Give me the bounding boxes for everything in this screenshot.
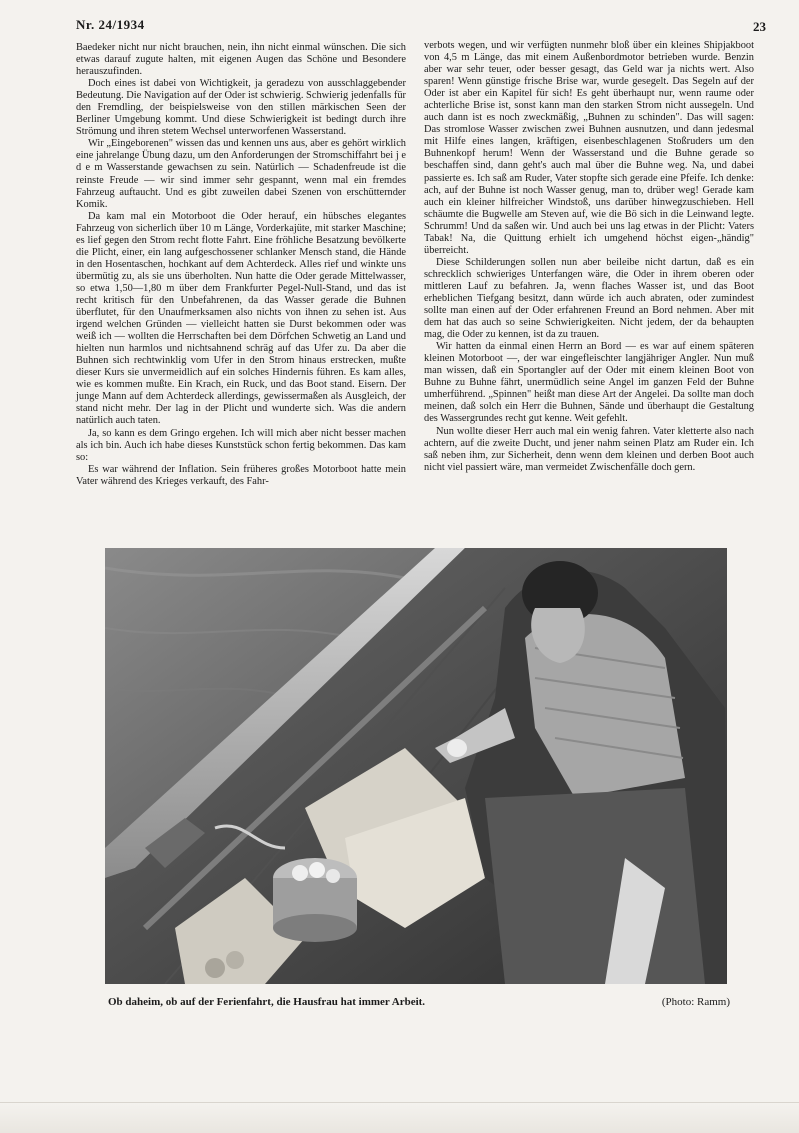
page-number: 23 <box>753 19 766 34</box>
paragraph: Wir „Eingeborenen" wissen das und kennen uns aus, aber es gehört wirklich eine jahrelange Übung dazu, um den Anforderungen der Stromschiffahrt bei j e d e m Wasserstande gewachsen zu sein. Natürlich — Schadenfreude ist die reinste Freude — wir sind immer sehr gespannt, wenn mal ein fremdes Fahrzeug auftaucht. Und es gibt zuweilen dabei Szenen von erschütternder Komik. <box>76 138 406 210</box>
issue-number: Nr. 24/1934 <box>76 17 145 32</box>
paragraph: verbots wegen, und wir verfügten nunmehr bloß über ein kleines Shipjakboot von 4,5 m Länge, das mit einem Außenbordmotor betrieben wurde. Benzin aber war sehr teuer, oder besser gesagt, das Geld war ja nichts wert. Also sparen! Wenn günstige frische Brise war, wurde gesegelt. Das Segeln auf der Oder ist aber ein Kapitel für sich! Es geht überhaupt nur, wenn raume oder achterliche Brise ist, sonst kann man den starken Strom nicht aussegeln. Und auch dann ist es noch zweckmäßig, „Buhnen zu schinden". Das will sagen: Das stromlose Wasser zwischen zwei Buhnen ausnutzen, und dann jedesmal mit Hilfe eines langen, kräftigen, eisenbeschlagenen Stoßruders um den Buhnenkopf herum! Wenn der Wasserstand und die Buhne gerade so beschaffen sind, dann geht's auch mal über die Buhne weg. Na, und dabei passierte es. Ich saß am Ruder, Vater stopfte sich gerade eine Pfeife. Ich denke: ach, auf der Buhne ist noch Wasser genug, man to, drüber weg! Gerade kam auch ein kleiner hilfreicher Windstoß, uns darüber hinwegzuschieben. Hell schäumte die Bugwelle am Steven auf, wie die Bö sich in die Leinwand legte. Schrumm! Und da saßen wir. Und auch bei uns lag etwas in der Plicht: Vaters Tabak! Na, die Quittung erhielt ich umgehend höchst eigen-„händig" überreicht. <box>424 40 754 256</box>
paragraph: Da kam mal ein Motorboot die Oder herauf, ein hübsches elegantes Fahrzeug von sicherlich über 10 m Länge, Vorderkajüte, mit starker Maschine; es lief gegen den Strom recht flotte Fahrt. Eine fröhliche Besatzung bevölkerte die Plicht, einer, ein lang aufgeschossener schlanker Mensch stand, die Hände in den Hosentaschen, hochkant auf dem Achterdeck. Alles rief und winkte uns übermütig zu, als sie uns überholten. Nun hatte die Oder gerade Mittelwasser, so etwa 1,50—1,80 m über dem Frankfurter Pegel-Null-Stand, und das ist recht kritisch für den Unbefahrenen, da das Wasser gerade die Buhnen überflutet, für den Unaufmerksamen also nichts von ihnen zu sehen ist. Aus irgend welchen Gründen — vielleicht hatten sie Durst bekommen oder was weiß ich — wollten die Herrschaften bei dem Dörfchen Schwetig an Land und hielten nun harmlos und nichtsahnend schräg auf das Ufer zu. Da aber die Buhnen sich rechtwinklig vom Ufer in den Strom hinaus erstrecken, mußte dieser Kurs sie unvermeidlich auf ein solches Hindernis führen. Es kam alles, wie es kommen mußte. Ein Krach, ein Ruck, und das Boot stand. Eisern. Der junge Mann auf dem Achterdeck allerdings, gewissermaßen als Ausgleich, der stand nicht mehr. Der lag in der Plicht und wunderte sich. Was die andern natürlich auch taten. <box>76 210 406 427</box>
paragraph: Diese Schilderungen sollen nun aber beileibe nicht dartun, daß es ein schrecklich schwieriges Unterfangen wäre, die Oder in ihrem oberen oder mittleren Lauf zu befahren. Ja, wenn flaches Wasser ist, und das Boot erheblichen Tiefgang besitzt, dann würde ich auch abraten, oder zumindest sollte man einen auf der Oder erfahrenen Freund an Bord nehmen. Aber mit dem hat das auch so seine Schwierigkeiten. Nicht jedem, der da behaupten mag, die Oder zu kennen, ist da zu trauen. <box>424 256 754 341</box>
paragraph: Doch eines ist dabei von Wichtigkeit, ja geradezu von ausschlaggebender Bedeutung. Die Navigation auf der Oder ist schwierig. Schwierig jedenfalls für den Fremdling, der beispielsweise von den stillen märkischen Seen der Berliner Umgebung kommt. Und diese Schwierigkeit ist bedingt durch ihre Strömung und ihren stetem Wechsel unterworfenen Wasserstand. <box>76 78 406 138</box>
paragraph: Wir hatten da einmal einen Herrn an Bord — es war auf einem späteren kleinen Motorboot —, der war eingefleischter langjähriger Angler. Nun muß man wissen, daß ein Sportangler auf der Oder mit einem kleinen Boot von Buhne zu Buhne fährt, unermüdlich seine Angel im ganzen Feld der Buhne umherführend. „Spinnen" heißt man diese Art der Angelei. Da sollte man doch meinen, daß solch ein Herr die Buhnen, Sände und überhaupt die Gestaltung des Wassergrundes recht gut kenne. Weit gefehlt. <box>424 341 754 425</box>
photo-caption <box>108 996 730 1008</box>
paragraph: Ja, so kann es dem Gringo ergehen. Ich will mich aber nicht besser machen als ich bin. Auch ich habe dieses Kunststück schon fertig bekommen. Das kam so: <box>76 427 406 463</box>
photograph-woman-peeling-potatoes-in-boat <box>105 548 727 984</box>
paragraph: Baedeker nicht nur nicht brauchen, nein, ihn nicht einmal wünschen. Die sich etwas darauf zugute halten, mit eigenen Augen das Schöne und Besondere herauszufinden. <box>76 42 406 78</box>
caption-text: Ob daheim, ob auf der Ferienfahrt, die Hausfrau hat immer Arbeit. <box>108 996 426 1008</box>
paragraph: Nun wollte dieser Herr auch mal ein wenig fahren. Vater kletterte also nach achtern, auf die zweite Ducht, und jener nahm seinen Platz am Ruder ein. Ich saß neben ihm, zur Sicherheit, denn wenn dem kleinen und derben Boot auch nicht viel passiert wäre, man vermeidet Zwischenfälle doch gern. <box>424 425 754 473</box>
paragraph: Es war während der Inflation. Sein früheres großes Motorboot hatte mein Vater während des Krieges verkauft, des Fahr- <box>76 463 406 487</box>
photo-image <box>105 548 727 984</box>
photo-credit: (Photo: Ramm) <box>661 996 730 1008</box>
page-bottom-edge <box>0 1102 799 1133</box>
article-column-left <box>76 42 406 488</box>
article-column-right <box>424 40 754 474</box>
